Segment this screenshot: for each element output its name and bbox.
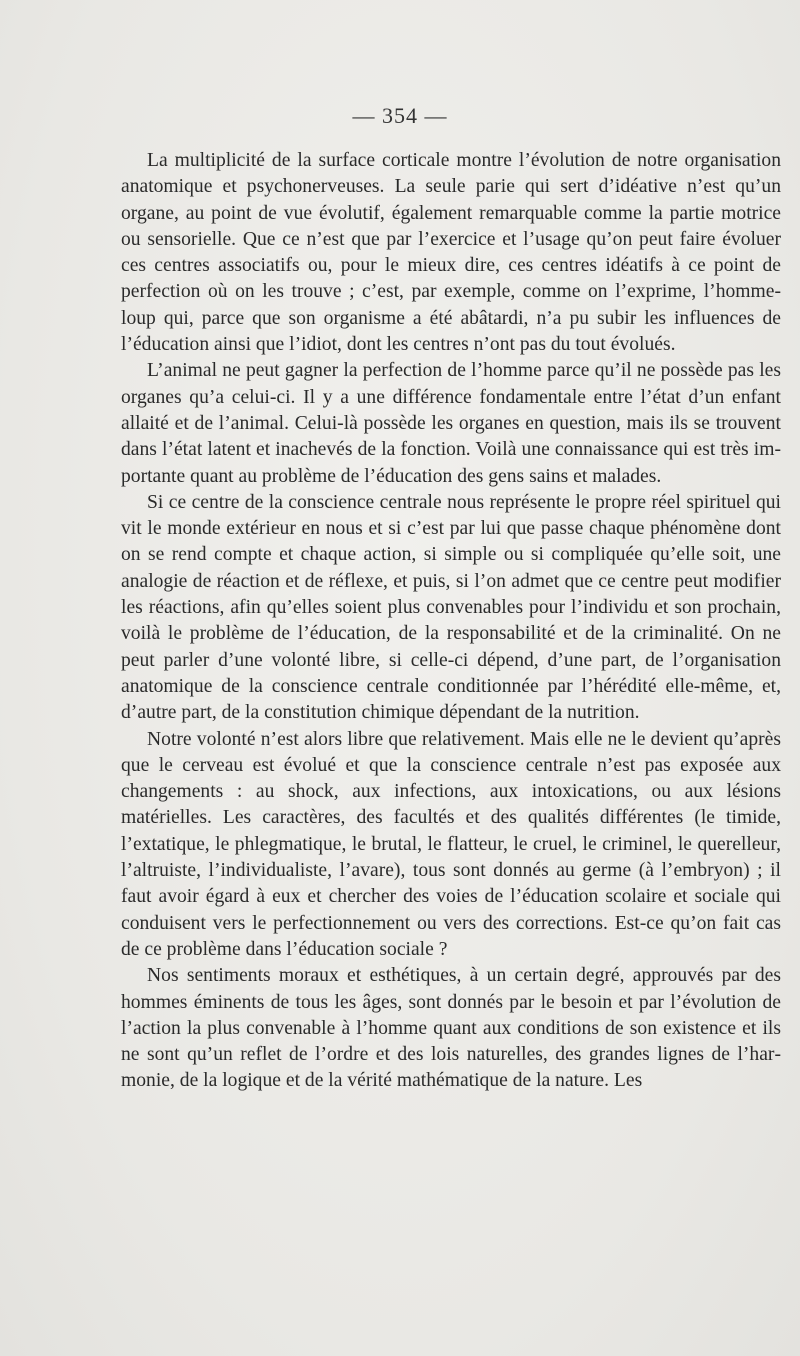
paragraph-4: Notre volonté n’est alors libre que relativement. Mais elle ne le devient qu’après que le cerveau est évolué et que la conscience centrale n’est pas exposée aux changements : au shock, aux infections, aux intoxications, ou aux lésions matérielles. Les caractères, des facultés et des qualités différentes (le timide, l’extatique, le phlegmatique, le brutal, le flatteur, le cruel, le criminel, le querelleur, l’altruiste, l’individualiste, l’avare), tous sont donnés au germe (à l’embryon) ; il faut avoir égard à eux et chercher des voies de l’éducation scolaire et sociale qui conduisent vers le perfectionnement ou vers des corrections. Est-ce qu’on fait cas de ce problème dans l’éducation sociale ?: [121, 728, 781, 960]
page-number: — 354 —: [352, 103, 448, 128]
paragraph-5: Nos sentiments moraux et esthétiques, à un certain degré, approuvés par des hommes éminents de tous les âges, sont donnés par le besoin et par l’évolution de l’action la plus convenable à l’homme quant aux conditions de son existence et ils ne sont qu’un reflet de l’ordre et des lois naturelles, des grandes lignes de l’harmonie, de la logique et de la vérité mathématique de la nature. Les: [121, 965, 781, 1092]
paragraph-2: L’animal ne peut gagner la perfection de l’homme parce qu’il ne possède pas les organes qu’a celui-ci. Il y a une différence fondamentale entre l’état d’un enfant allaité et de l’animal. Celui-là possède les organes en question, mais ils se trouvent dans l’état latent et inachevés de la fonction. Voilà une connaissance qui est très importante quant au problème de l’éducation des gens sains et malades.: [121, 360, 781, 487]
body-text: [121, 148, 781, 1095]
paragraph-1: La multiplicité de la surface corticale montre l’évolution de notre organisation anatomique et psychonerveuses. La seule parie qui sert d’idéative n’est qu’un organe, au point de vue évolutif, également remarquable comme la partie motrice ou sensorielle. Que ce n’est que par l’exercice et l’usage qu’on peut faire évoluer ces centres associatifs ou, pour le mieux dire, ces centres idéatifs à ce point de perfection où on les trouve ; c’est, par exemple, comme on l’exprime, l’homme-loup qui, parce que son organisme a été abâtardi, n’a pu subir les influences de l’éducation ainsi que l’idiot, dont les centres n’ont pas du tout évolués.: [121, 150, 781, 356]
paragraph-3: Si ce centre de la conscience centrale nous représente le propre réel spirituel qui vit le monde extérieur en nous et si c’est par lui que passe chaque phénomène dont on se rend compte et chaque action, si simple ou si compliquée qu’elle soit, une analogie de réaction et de réflexe, et puis, si l’on admet que ce centre peut modifier les réactions, afin qu’elles soient plus convenables pour l’individu et son prochain, voilà le problème de l’éducation, de la responsabilité et de la criminalité. On ne peut parler d’une volonté libre, si celle-ci dépend, d’une part, de l’organisation anatomique de la conscience centrale conditionnée par l’hérédité elle-même, et, d’autre part, de la constitution chimique dépendant de la nutrition.: [121, 491, 781, 724]
